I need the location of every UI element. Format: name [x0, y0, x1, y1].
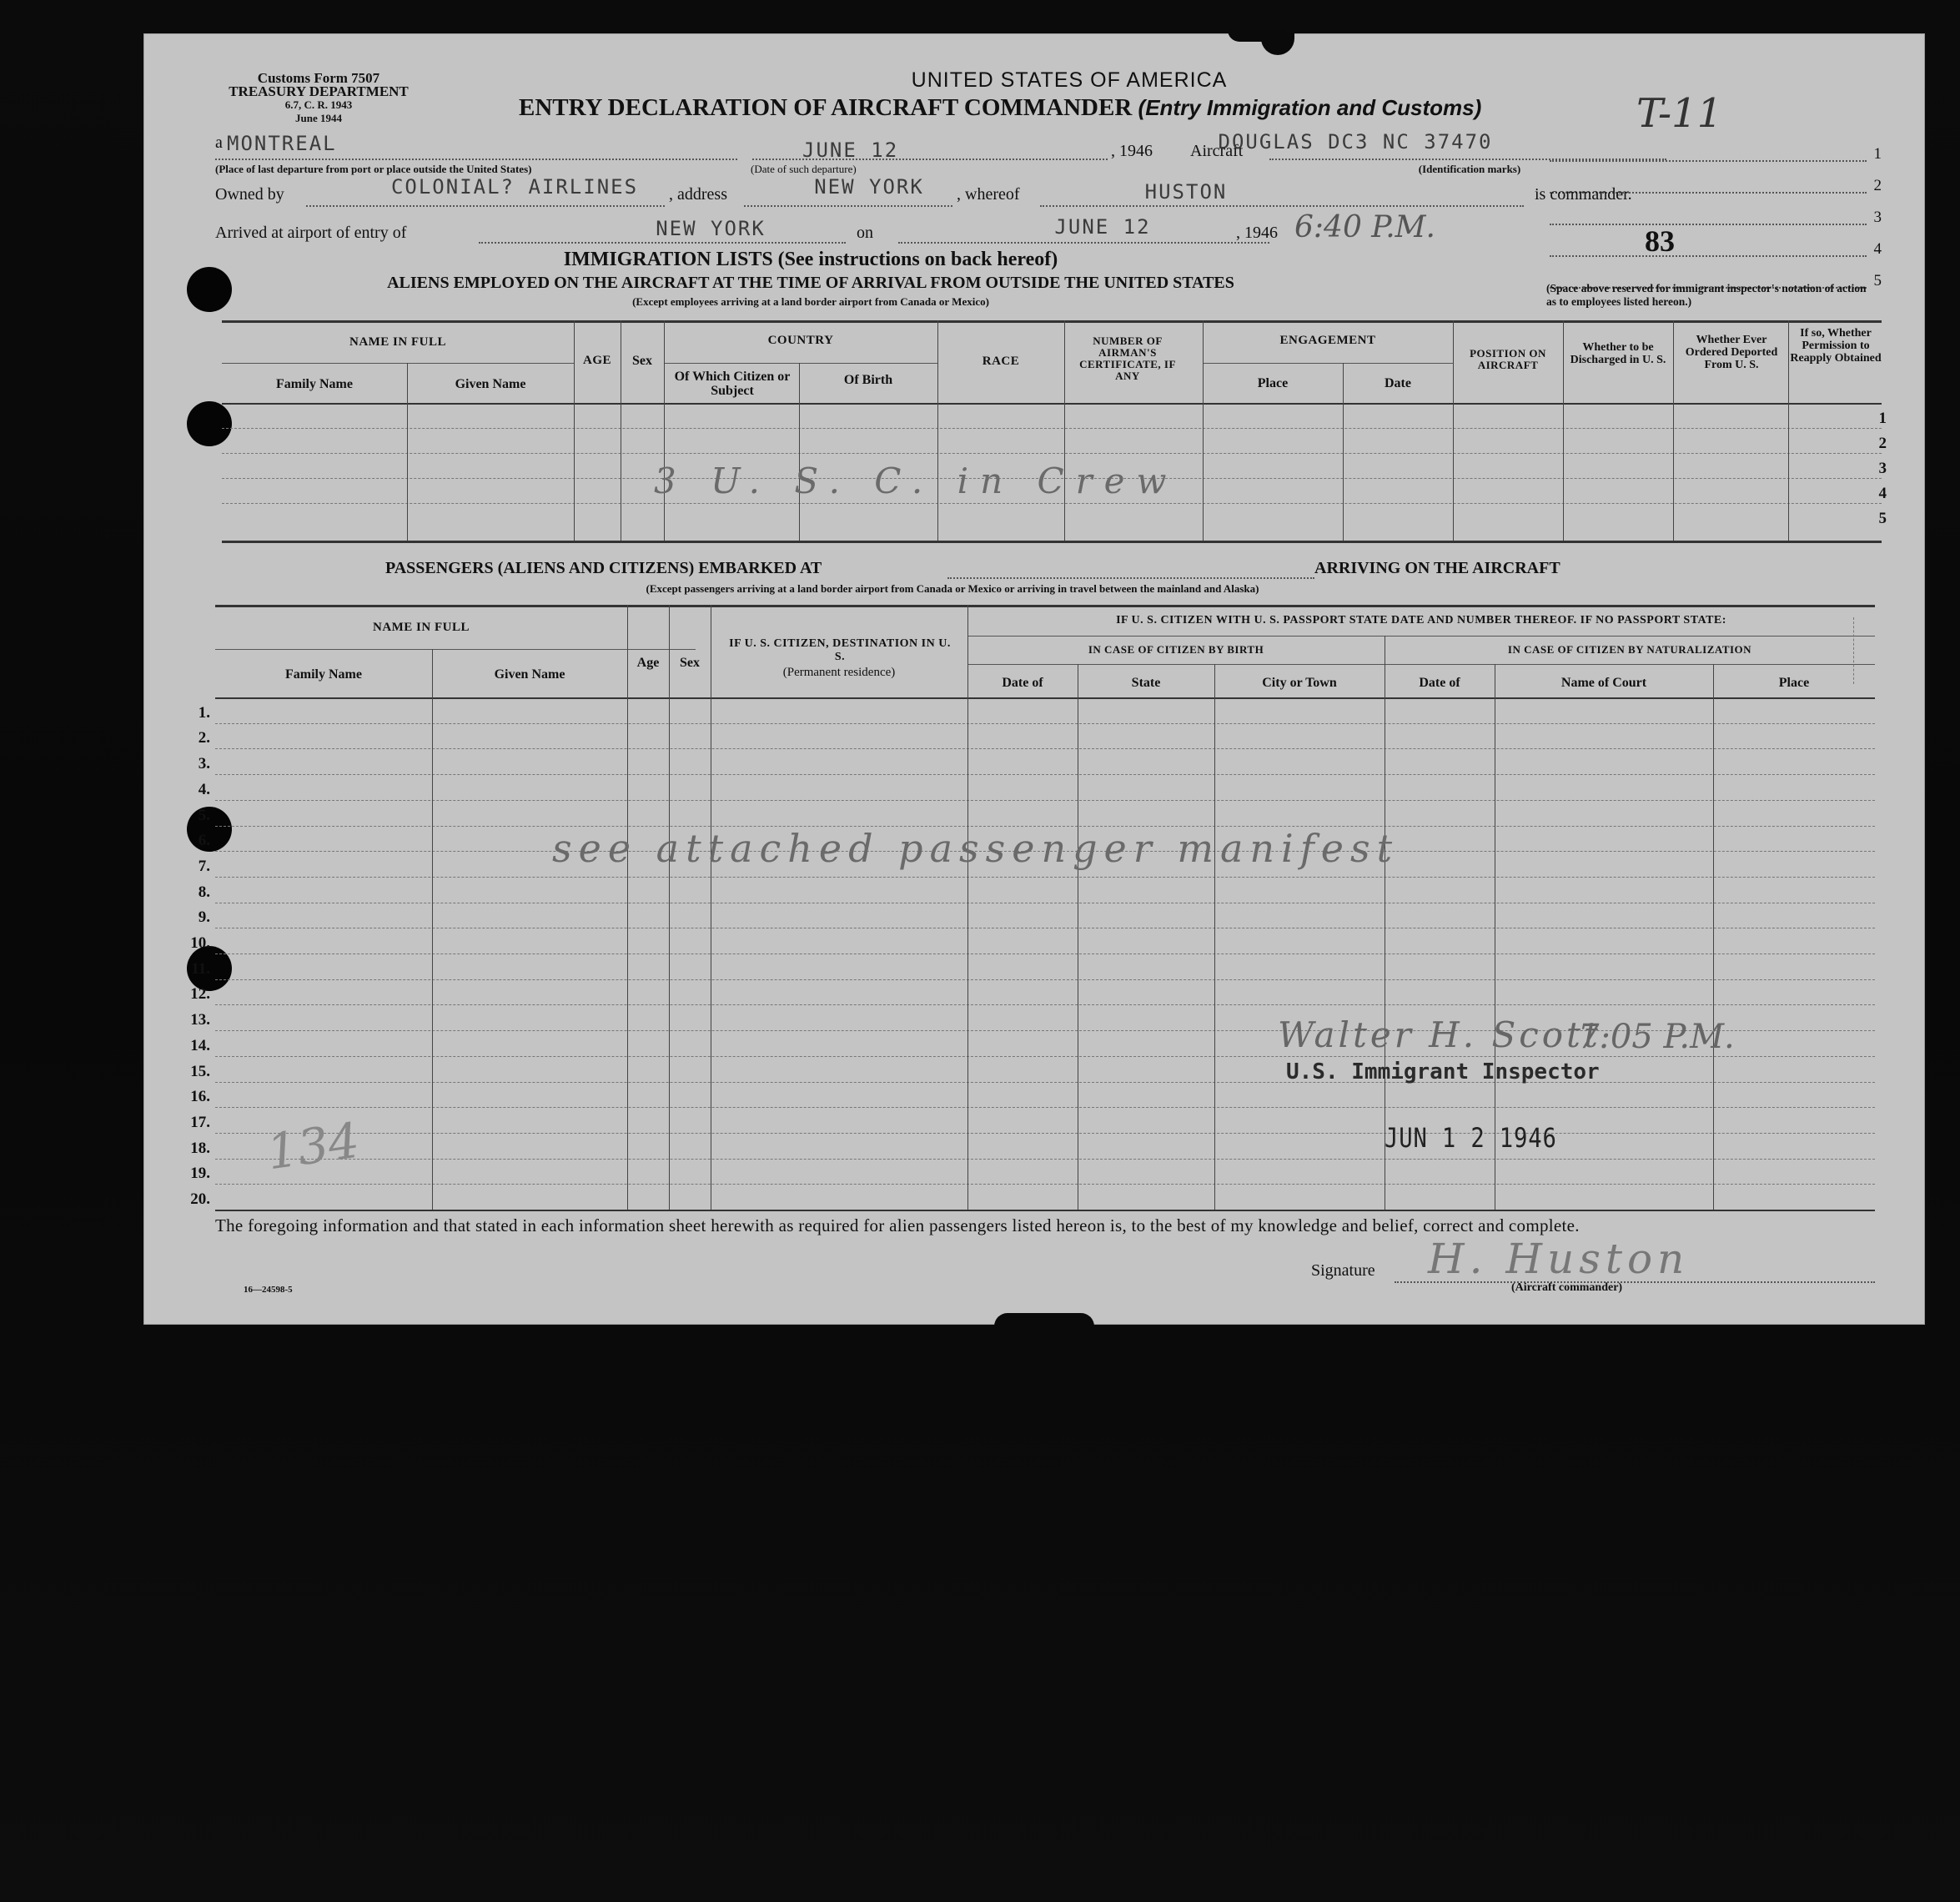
pas-row-number: 16.: [190, 1088, 210, 1105]
form-date: June 1944: [295, 112, 342, 124]
pas-row-number: 8.: [198, 883, 210, 901]
imm-row-number: 2: [1878, 435, 1887, 452]
pas-col-age: Age: [636, 656, 660, 670]
paper-tear: [1261, 33, 1294, 55]
imm-row-number: 3: [1878, 460, 1887, 477]
on-label: on: [857, 224, 873, 242]
pas-row-number: 5.: [198, 807, 210, 824]
address-value: NEW YORK: [814, 175, 924, 199]
whereof-label: , whereof: [957, 185, 1020, 204]
immigration-note: (Except employees arriving at a land border airport from Canada or Mexico): [632, 295, 989, 308]
pas-row-number: 14.: [190, 1037, 210, 1054]
imm-table-top: [222, 320, 1882, 323]
departure-year: , 1946: [1111, 142, 1153, 160]
address-line: [744, 205, 952, 207]
pas-handwritten-note: see attached passenger manifest: [552, 826, 1400, 871]
inspector-stamp-date: JUN 1 2 1946: [1385, 1122, 1557, 1154]
pas-col-passport: IF U. S. CITIZEN WITH U. S. PASSPORT STATE DATE AND NUMBER THEREOF. IF NO PASSPORT STATE:: [1116, 614, 1726, 626]
reserved-line-number: 3: [1873, 209, 1882, 226]
commander-label: is commander.: [1535, 185, 1632, 204]
pas-table-row: [215, 723, 1875, 724]
imm-vline: [1673, 320, 1674, 541]
commander-value: HUSTON: [1144, 180, 1228, 204]
owned-by-value: COLONIAL? AIRLINES: [390, 175, 639, 199]
imm-col-age: AGE: [582, 354, 611, 367]
pas-table-row: [215, 1184, 1875, 1185]
pas-table-row: [215, 748, 1875, 749]
pas-table-row: [215, 877, 1875, 878]
aircraft-label: Aircraft: [1190, 142, 1244, 160]
country-title: UNITED STATES OF AMERICA: [911, 68, 1228, 92]
form-cr: 6.7, C. R. 1943: [284, 98, 353, 111]
address-label: , address: [669, 185, 727, 204]
pas-table-bottom: [215, 1210, 1875, 1211]
reserved-line-number: 2: [1873, 177, 1882, 194]
imm-row-number: 1: [1878, 410, 1887, 427]
imm-col-cert: NUMBER OF AIRMAN'S CERTIFICATE, IF ANY: [1079, 335, 1176, 382]
pas-col-sex: Sex: [680, 656, 700, 670]
pas-vline: [1214, 664, 1215, 1210]
imm-col-race: RACE: [982, 355, 1020, 368]
form-title-main: ENTRY DECLARATION OF AIRCRAFT COMMANDER: [519, 94, 1133, 121]
aircraft-value: DOUGLAS DC3 NC 37470: [1218, 130, 1493, 153]
reserved-note: (Space above reserved for immigrant inspector's notation of action as to employees listed hereon.): [1546, 282, 1867, 308]
imm-vline: [664, 320, 665, 541]
pas-col-given: Given Name: [494, 667, 565, 682]
reserved-line-number: 4: [1873, 240, 1882, 258]
imm-col-birth: Of Birth: [843, 373, 893, 387]
imm-vline: [1563, 320, 1564, 541]
pas-row-number: 12.: [190, 985, 210, 1003]
pas-row-number: 15.: [190, 1063, 210, 1080]
arrived-line: [479, 242, 846, 244]
aircraft-line: [1269, 158, 1666, 160]
inspector-time: 7:05 P.M.: [1578, 1018, 1735, 1056]
reserved-line-number: 5: [1873, 272, 1882, 289]
imm-col-place: Place: [1257, 376, 1289, 390]
departure-place: MONTREAL: [227, 132, 337, 155]
imm-col-country: COUNTRY: [767, 334, 834, 347]
owned-by-label: Owned by: [215, 185, 284, 204]
pas-row-number: 3.: [198, 755, 210, 772]
departure-date-caption: (Date of such departure): [751, 163, 857, 175]
reserved-line: [1550, 224, 1867, 225]
pas-vline: [1713, 664, 1714, 1210]
pas-row-number: 6.: [198, 832, 210, 849]
imm-eng-sub: [1203, 363, 1453, 364]
imm-handwritten-note: 3 U. S. C. in Crew: [654, 460, 1179, 501]
pas-row-number: 11.: [191, 960, 210, 978]
departure-date: JUNE 12: [802, 138, 899, 162]
imm-table-bottom: [222, 541, 1882, 543]
pas-table-row: [215, 774, 1875, 775]
arrived-value: NEW YORK: [656, 217, 766, 240]
arrival-date: JUNE 12: [1054, 215, 1151, 239]
pas-col-destination: IF U. S. CITIZEN, DESTINATION IN U. S.: [729, 637, 951, 663]
form-number: Customs Form 7507: [257, 70, 380, 86]
pas-table-row: [215, 1159, 1875, 1160]
imm-vline: [937, 320, 938, 541]
pas-vline: [627, 605, 628, 1210]
imm-vline: [799, 363, 800, 541]
pas-table-row: [215, 1004, 1875, 1005]
imm-country-sub: [664, 363, 937, 364]
reserved-line-number: 1: [1873, 145, 1882, 163]
pas-table-top: [215, 605, 1875, 607]
immigration-subtitle: ALIENS EMPLOYED ON THE AIRCRAFT AT THE TIME OF ARRIVAL FROM OUTSIDE THE UNITED STATES: [387, 274, 1234, 292]
arrival-date-line: [898, 242, 1269, 244]
imm-table-row: [222, 503, 1882, 504]
pas-passport-sub: [967, 636, 1875, 637]
imm-table-row: [222, 428, 1882, 429]
form-title: [519, 94, 1703, 122]
imm-header-bottom: [222, 403, 1882, 405]
inspector-signature: Walter H. Scott: [1278, 1014, 1601, 1055]
pas-row-number: 7.: [198, 858, 210, 875]
passengers-title-left: PASSENGERS (ALIENS AND CITIZENS) EMBARKED AT: [385, 559, 822, 577]
pas-col-family: Family Name: [285, 667, 362, 682]
punch-hole: [187, 267, 232, 312]
imm-vline: [1064, 320, 1065, 541]
footer-signature-caption: (Aircraft commander): [1511, 1281, 1623, 1294]
departure-place-caption: (Place of last departure from port or place outside the United States): [215, 163, 532, 175]
pas-table-row: [215, 1107, 1875, 1108]
annotation-top: T-11: [1636, 90, 1723, 137]
pas-row-number: 20.: [190, 1190, 210, 1208]
arrived-label: Arrived at airport of entry of: [215, 224, 407, 242]
pas-vline: [669, 605, 670, 1210]
print-code: 16—24598-5: [244, 1285, 293, 1295]
imm-row-number: 5: [1878, 510, 1887, 527]
pas-row-number: 1.: [198, 704, 210, 722]
pas-row-number: 2.: [198, 729, 210, 747]
form-id-block: [193, 72, 444, 125]
imm-col-discharged: Whether to be Discharged in U. S.: [1570, 341, 1666, 366]
departure-place-line: [215, 158, 737, 160]
imm-vline: [1788, 320, 1789, 541]
pas-row-number: 13.: [190, 1011, 210, 1029]
pas-case-sub: [967, 664, 1875, 665]
owned-by-line: [306, 205, 665, 207]
pas-row-number: 9.: [198, 908, 210, 926]
imm-col-engagement: ENGAGEMENT: [1279, 334, 1376, 347]
passengers-note: (Except passengers arriving at a land border airport from Canada or Mexico or arriving in travel between the mainland and Alaska): [646, 582, 1259, 595]
pas-table-row: [215, 1133, 1875, 1134]
pas-row-number: 19.: [190, 1165, 210, 1182]
imm-col-sex: Sex: [632, 354, 652, 368]
pas-row-number: 17.: [190, 1114, 210, 1131]
embarked-line: [947, 577, 1314, 579]
commander-line: [1040, 205, 1524, 207]
form-title-sub: (Entry Immigration and Customs): [1138, 95, 1482, 120]
imm-row-number: 4: [1878, 485, 1887, 502]
paper-tear: [994, 1313, 1094, 1326]
aircraft-caption: (Identification marks): [1418, 163, 1521, 175]
reserved-line: [1550, 255, 1867, 257]
imm-col-position: POSITION ON AIRCRAFT: [1470, 347, 1546, 371]
pas-col-name-in-full: NAME IN FULL: [372, 621, 470, 634]
pas-col-date-of-2: Date of: [1419, 676, 1460, 690]
arrival-year: , 1946: [1236, 224, 1278, 242]
pas-row-number: 18.: [190, 1140, 210, 1157]
inspector-title: U.S. Immigrant Inspector: [1286, 1059, 1600, 1084]
footer-signature-value: H. Huston: [1428, 1235, 1690, 1283]
punch-hole: [187, 401, 232, 446]
pas-row-number: 10.: [190, 934, 210, 952]
pas-table-row: [215, 979, 1875, 980]
pas-col-by-naturalization: IN CASE OF CITIZEN BY NATURALIZATION: [1507, 643, 1752, 656]
footer-statement: The foregoing information and that stated in each information sheet herewith as required for alien passengers listed hereon is, to the best of my knowledge and belief, correct and complete.: [215, 1215, 1580, 1235]
pas-col-place: Place: [1778, 676, 1810, 690]
pas-name-sub: [215, 649, 696, 650]
imm-col-permission: If so, Whether Permission to Reapply Obtained: [1790, 327, 1882, 365]
pas-col-destination-sub: (Permanent residence): [782, 666, 896, 679]
pas-col-court: Name of Court: [1560, 676, 1647, 690]
pas-table-row: [215, 800, 1875, 801]
pas-table-row: [215, 1082, 1875, 1083]
imm-col-citizen: Of Which Citizen or Subject: [674, 370, 791, 398]
pas-header-bottom: [215, 697, 1875, 699]
passengers-title-right: ARRIVING ON THE AIRCRAFT: [1314, 559, 1560, 577]
imm-col-deported: Whether Ever Ordered Deported From U. S.: [1685, 334, 1778, 371]
form-sheet: [143, 33, 1925, 1325]
imm-table-row: [222, 453, 1882, 454]
pas-vline: [432, 649, 433, 1210]
pas-col-state: State: [1131, 676, 1161, 690]
pas-vline: [967, 605, 968, 1210]
imm-col-given: Given Name: [455, 377, 526, 391]
imm-col-family: Family Name: [276, 377, 353, 391]
footer-signature-label: Signature: [1311, 1261, 1375, 1280]
pas-col-city: City or Town: [1262, 676, 1337, 690]
pas-table-row: [215, 1056, 1875, 1057]
pas-row-number: 4.: [198, 781, 210, 798]
reserved-line: [1550, 160, 1867, 162]
pas-col-by-birth: IN CASE OF CITIZEN BY BIRTH: [1088, 643, 1264, 656]
imm-vline: [1203, 320, 1204, 541]
imm-col-date: Date: [1385, 376, 1411, 390]
arrival-time: 6:40 P.M.: [1294, 210, 1435, 244]
inspector-number: 83: [1645, 224, 1675, 258]
margin-note: 134: [263, 1111, 363, 1181]
departure-date-line: [752, 158, 1108, 160]
imm-vline: [1453, 320, 1454, 541]
form-department: TREASURY DEPARTMENT: [229, 83, 409, 99]
imm-col-name-in-full: NAME IN FULL: [349, 335, 446, 349]
immigration-title: IMMIGRATION LISTS (See instructions on back hereof): [563, 249, 1058, 270]
departure-prefix: a: [215, 133, 223, 152]
imm-name-sub: [222, 363, 574, 364]
pas-col-date-of: Date of: [1002, 676, 1043, 690]
